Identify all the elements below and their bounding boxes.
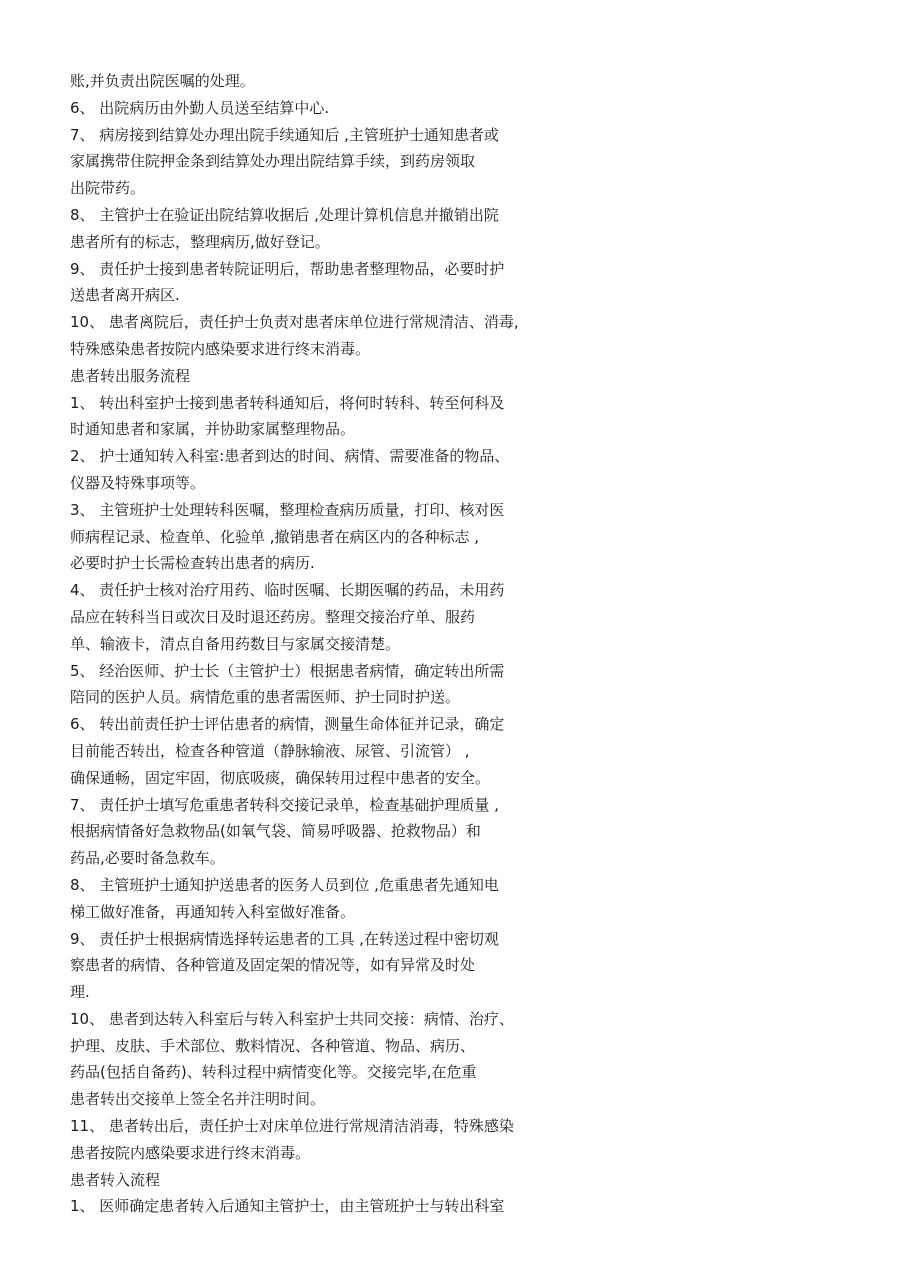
text-line: 2、 护士通知转入科室:患者到达的时间、病情、需要准备的物品、 [70, 447, 510, 466]
text-line: 出院带药。 [70, 179, 146, 198]
text-line: 陪同的医护人员。病情危重的患者需医师、护士同时护送。 [70, 688, 461, 707]
text-line: 梯工做好准备，再通知转入科室做好准备。 [70, 902, 356, 921]
text-line: 1、 医师确定患者转入后通知主管护士，由主管班护士与转出科室 [70, 1197, 505, 1216]
text-line: 8、 主管班护士通知护送患者的医务人员到位 ,危重患者先通知电 [70, 875, 499, 894]
text-line: 时通知患者和家属，并协助家属整理物品。 [70, 420, 356, 439]
text-line: 9、 责任护士根据病情选择转运患者的工具 ,在转送过程中密切观 [70, 929, 499, 948]
document-body [70, 68, 890, 1220]
text-line: 必要时护士长需检查转出患者的病历. [70, 554, 315, 573]
text-line: 患者转出交接单上签全名并注明时间。 [70, 1090, 326, 1109]
text-line: 药品,必要时备急救车。 [70, 849, 225, 868]
text-line: 7、 责任护士填写危重患者转科交接记录单，检查基础护理质量 , [70, 795, 499, 814]
text-line: 3、 主管班护士处理转科医嘱，整理检查病历质量，打印、核对医 [70, 500, 505, 519]
text-line: 品应在转科当日或次日及时退还药房。整理交接治疗单、服药 [70, 607, 476, 626]
text-line: 确保通畅，固定牢固，彻底吸痰，确保转用过程中患者的安全。 [70, 768, 491, 787]
text-line: 患者按院内感染要求进行终末消毒。 [70, 1143, 311, 1162]
text-line: 目前能否转出，检查各种管道（静脉输液、尿管、引流管） , [70, 741, 470, 760]
text-line: 家属携带住院押金条到结算处办理出院结算手续，到药房领取 [70, 152, 476, 171]
text-line: 账,并负责出院医嘱的处理。 [70, 72, 255, 90]
text-line: 9、 责任护士接到患者转院证明后，帮助患者整理物品，必要时护 [70, 259, 505, 278]
text-line: 送患者离开病区. [70, 286, 180, 305]
text-line: 10、 患者离院后，责任护士负责对患者床单位进行常规清洁、消毒, [70, 313, 519, 332]
text-line: 7、 病房接到结算处办理出院手续通知后 ,主管班护士通知患者或 [70, 125, 499, 144]
text-line: 患者所有的标志，整理病历,做好登记。 [70, 232, 330, 251]
text-line: 特殊感染患者按院内感染要求进行终末消毒。 [70, 339, 371, 358]
text-line: 8、 主管护士在验证出院结算收据后 ,处理计算机信息并撤销出院 [70, 205, 499, 224]
text-line: 根据病情备好急救物品(如氧气袋、简易呼吸器、抢救物品）和 [70, 822, 481, 841]
text-line: 5、 经治医师、护士长（主管护士）根据患者病情，确定转出所需 [70, 661, 505, 680]
text-line: 察患者的病情、各种管道及固定架的情况等，如有异常及时处 [70, 956, 476, 975]
section-heading: 患者转出服务流程 [70, 366, 191, 385]
text-line: 仪器及特殊事项等。 [70, 473, 206, 492]
section-heading: 患者转入流程 [70, 1170, 161, 1189]
text-line: 6、 转出前责任护士评估患者的病情，测量生命体征并记录，确定 [70, 715, 505, 734]
text-line: 6、 出院病历由外勤人员送至结算中心. [70, 98, 330, 117]
text-line: 1、 转出科室护士接到患者转科通知后，将何时转科、转至何科及 [70, 393, 505, 412]
text-line: 师病程记录、检查单、化验单 ,撤销患者在病区内的各种标志 , [70, 527, 480, 546]
text-line: 理. [70, 983, 90, 1002]
text-line: 药品(包括自备药)、转科过程中病情变化等。交接完毕,在危重 [70, 1063, 477, 1082]
text-line: 11、 患者转出后，责任护士对床单位进行常规清洁消毒，特殊感染 [70, 1117, 514, 1136]
text-line: 单、输液卡，清点自备用药数目与家属交接清楚。 [70, 634, 401, 653]
text-line: 4、 责任护士核对治疗用药、临时医嘱、长期医嘱的药品，未用药 [70, 581, 505, 600]
text-line: 护理、皮肤、手术部位、敷料情况、各种管道、物品、病历、 [70, 1036, 476, 1055]
text-line: 10、 患者到达转入科室后与转入科室护士共同交接：病情、治疗、 [70, 1009, 514, 1028]
